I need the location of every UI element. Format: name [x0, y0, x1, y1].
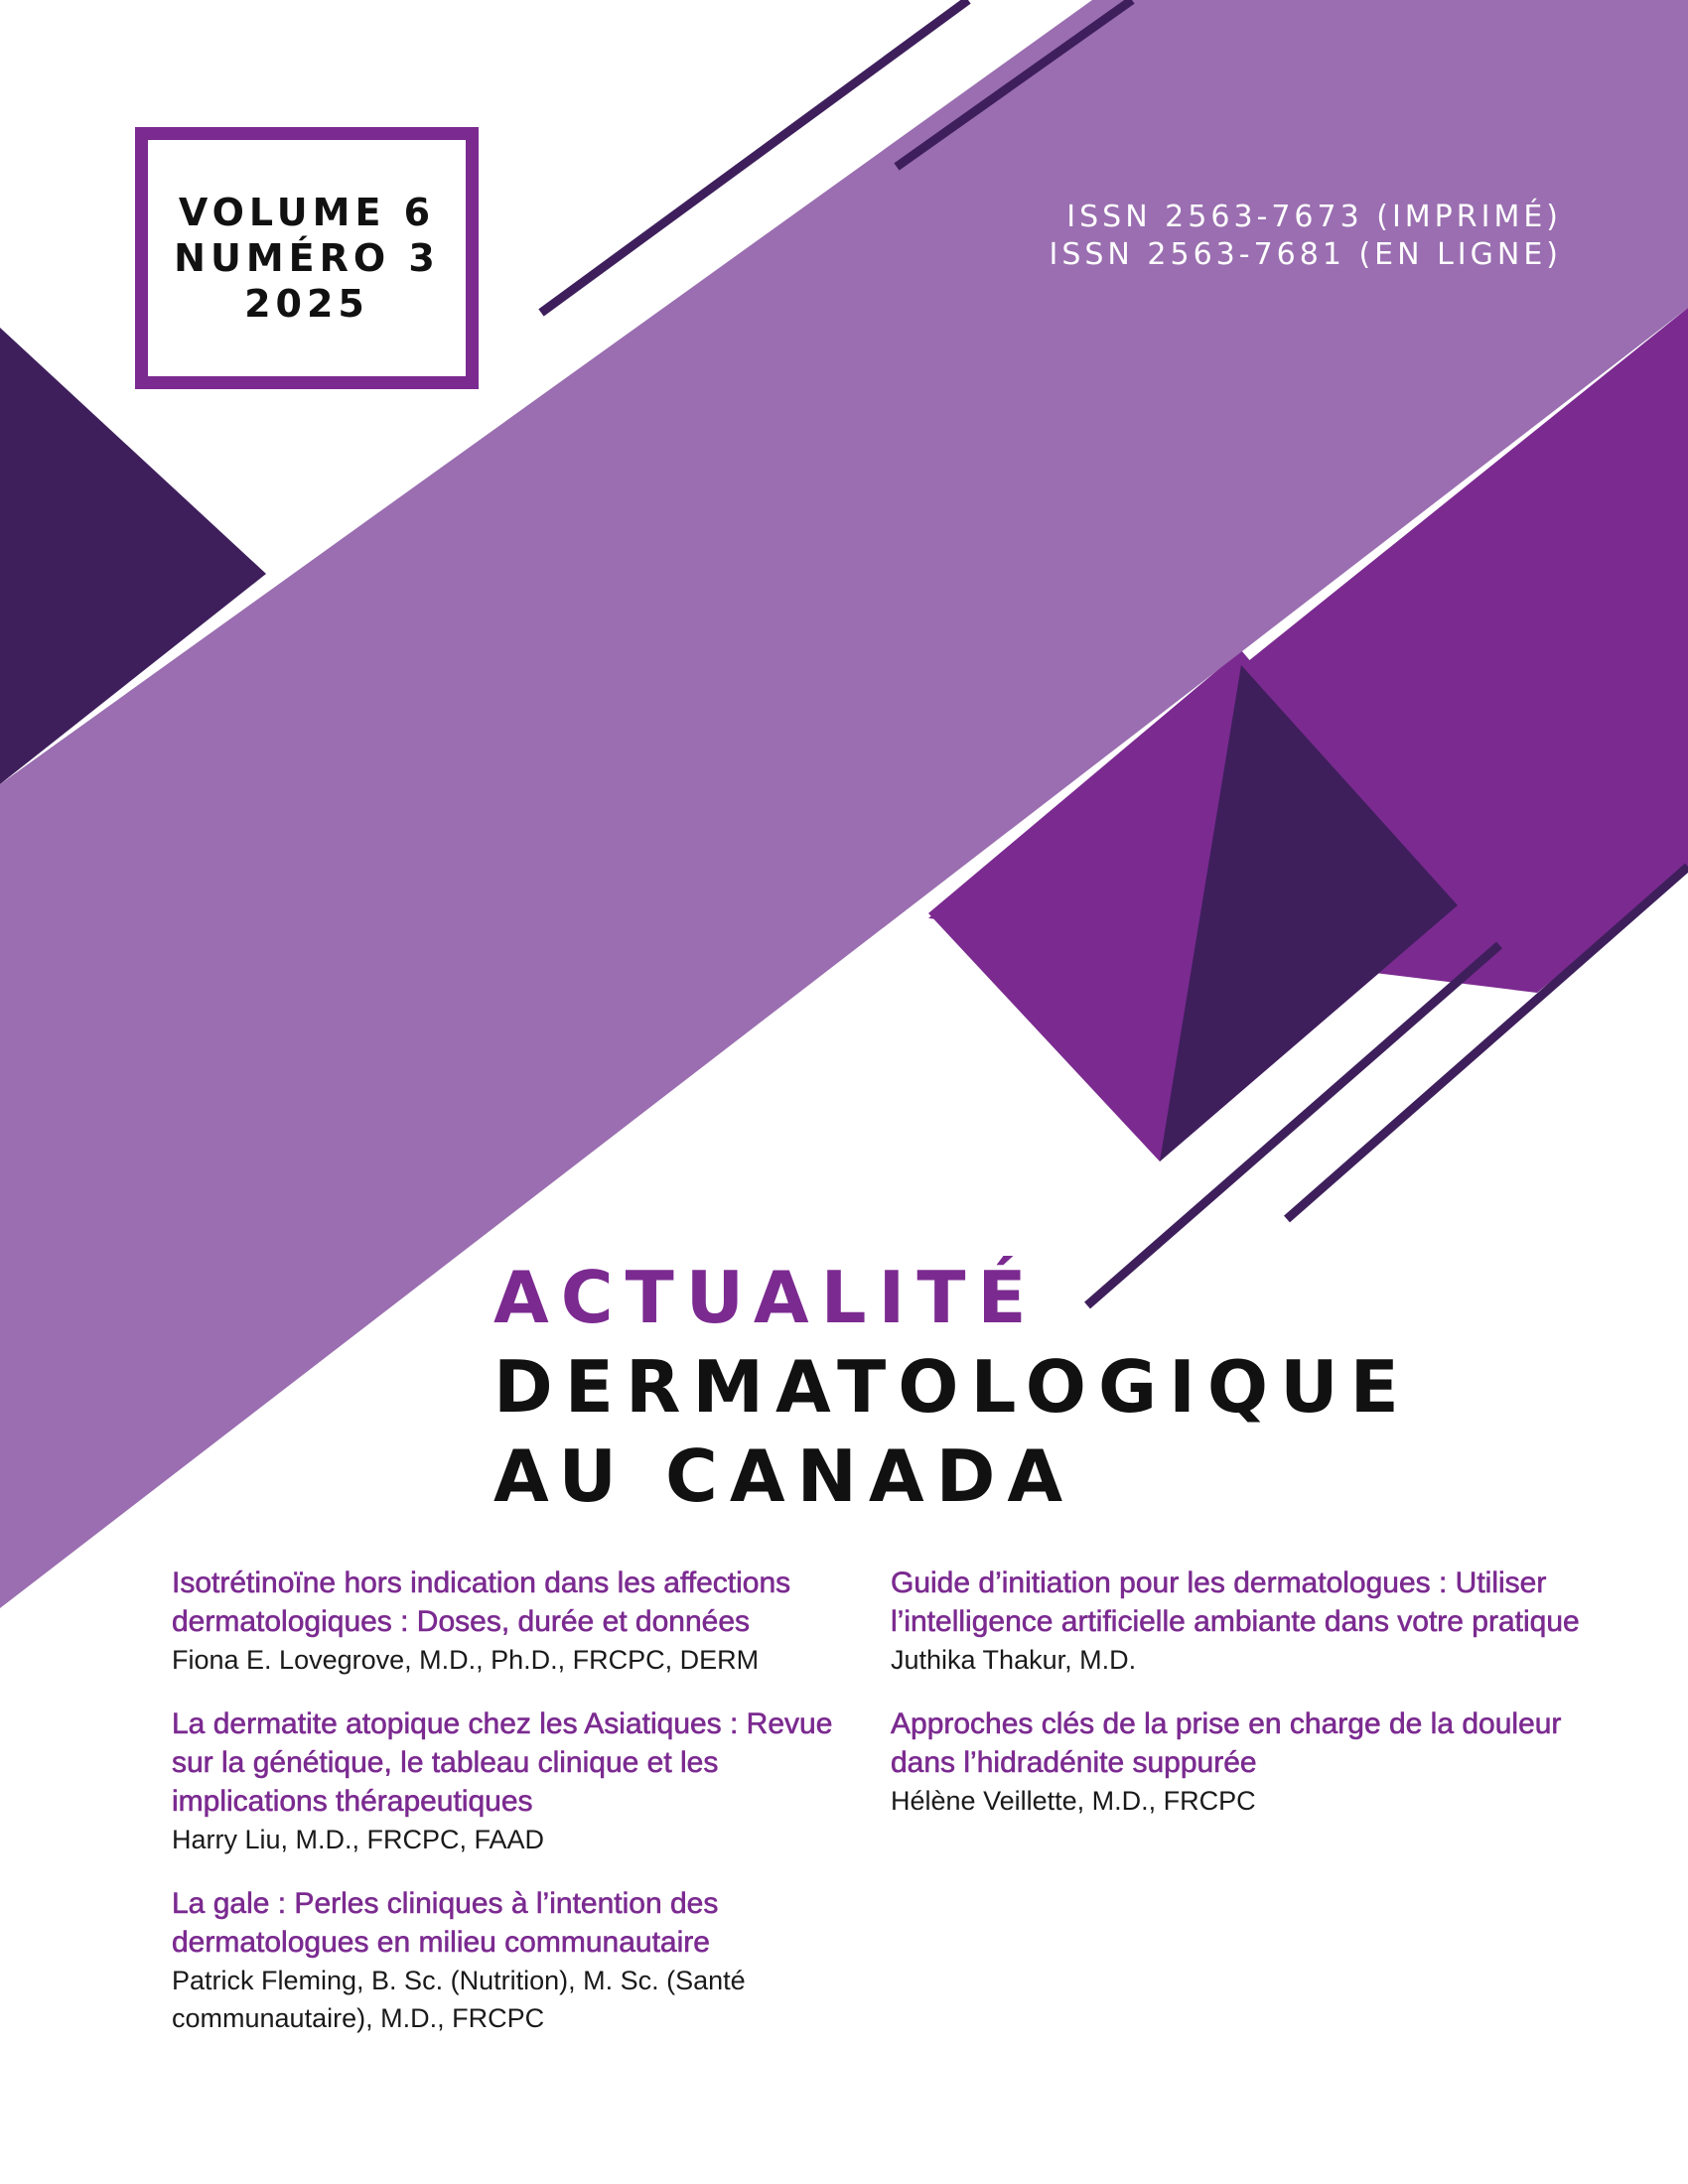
article-item[interactable]: [172, 1705, 847, 1858]
issn-block: [1049, 199, 1562, 274]
article-title: La gale : Perles cliniques à l’intention des dermatologues en milieu communautaire: [172, 1887, 719, 1959]
article-title: Isotrétinoïne hors indication dans les affections dermatologiques : Doses, durée et données: [172, 1567, 791, 1638]
journal-title-line3: AU CANADA: [493, 1434, 1075, 1518]
article-author: Hélène Veillette, M.D., FRCPC: [891, 1786, 1256, 1816]
article-author: Harry Liu, M.D., FRCPC, FAAD: [172, 1825, 545, 1854]
volume-box: [135, 127, 479, 389]
articles-right-column: [891, 1564, 1586, 1845]
journal-title-line2: DERMATOLOGIQUE: [493, 1345, 1411, 1429]
article-author: Fiona E. Lovegrove, M.D., Ph.D., FRCPC, DERM: [172, 1645, 760, 1675]
article-item[interactable]: [172, 1884, 847, 2037]
article-title: Approches clés de la prise en charge de la douleur dans l’hidradénite suppurée: [891, 1707, 1562, 1779]
issn-online: ISSN 2563-7681 (EN LIGNE): [1049, 237, 1562, 272]
issue-label: NUMÉRO 3: [174, 236, 440, 280]
article-item[interactable]: [891, 1705, 1586, 1820]
year-label: 2025: [244, 282, 369, 326]
article-author: Patrick Fleming, B. Sc. (Nutrition), M. Sc. (Santé communautaire), M.D., FRCPC: [172, 1966, 746, 2033]
issn-print: ISSN 2563-7673 (IMPRIMÉ): [1066, 200, 1562, 234]
article-title: Guide d’initiation pour les dermatologues : Utiliser l’intelligence artificielle ambiante dans votre pratique: [891, 1567, 1580, 1638]
volume-label: VOLUME 6: [178, 191, 436, 234]
article-author: Juthika Thakur, M.D.: [891, 1645, 1137, 1675]
article-title: La dermatite atopique chez les Asiatiques : Revue sur la génétique, le tableau clinique et les implications thérapeutiques: [172, 1707, 833, 1818]
articles-left-column: [172, 1564, 847, 2063]
journal-title-line1: ACTUALITÉ: [493, 1256, 1039, 1339]
journal-title: [493, 1253, 1411, 1521]
article-item[interactable]: [172, 1564, 847, 1679]
article-item[interactable]: [891, 1564, 1586, 1679]
